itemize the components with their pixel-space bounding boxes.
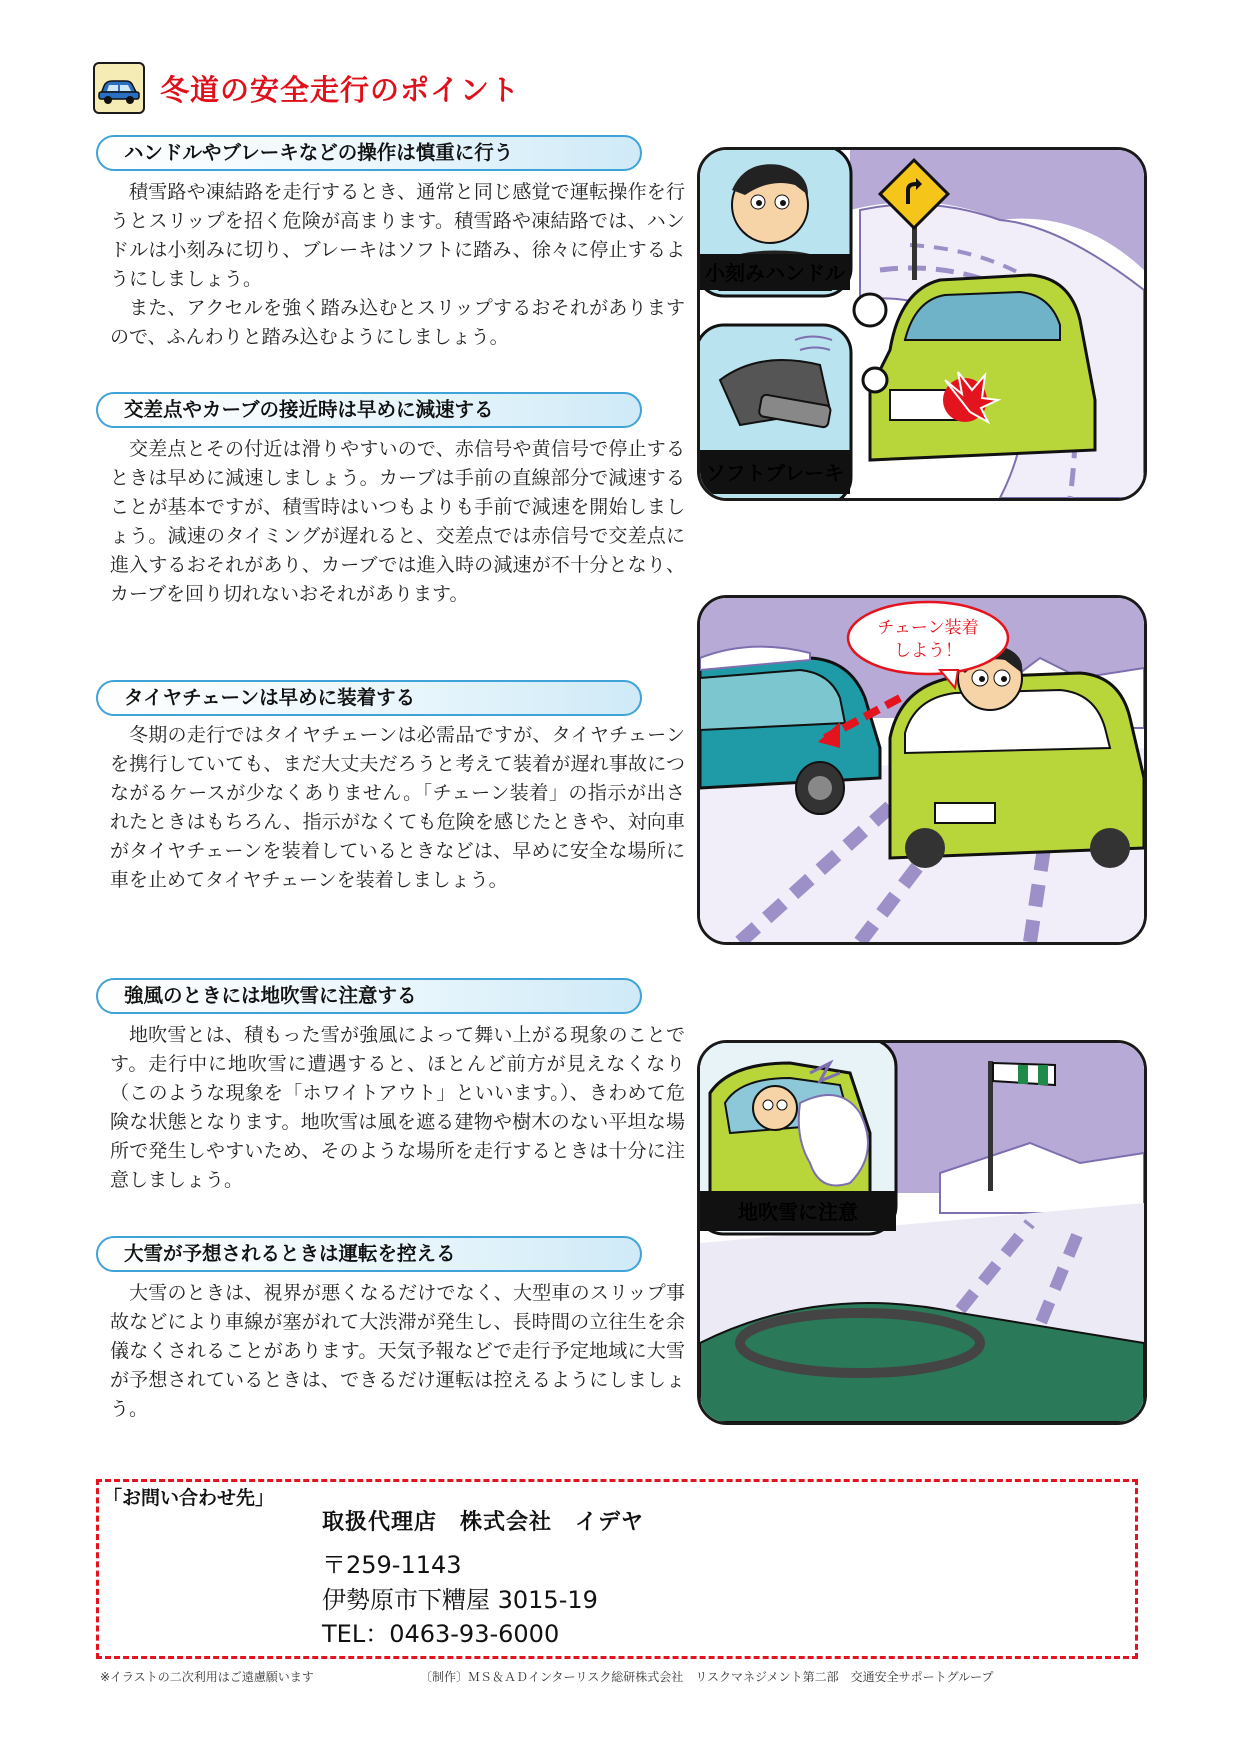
agency-name: 取扱代理店 株式会社 イデヤ	[322, 1510, 645, 1535]
section-body-heavy-snow	[110, 1279, 685, 1424]
paragraph: 大雪のときは、視界が悪くなるだけでなく、大型車のスリップ事故などにより車線が塞がれて大渋滞が発生し、長時間の立往生を余儀なくされることがあります。天気予報などで走行予定地域に大雪が予想されているときは、できるだけ運転は控えるようにしましょう。	[110, 1282, 685, 1420]
illustration-chain-mounting	[697, 595, 1147, 945]
paragraph: 地吹雪とは、積もった雪が強風によって舞い上がる現象のことです。走行中に地吹雪に遭遇すると、ほとんど前方が見えなくなり（このような現象を「ホワイトアウト」といいます。）、きわめて危険な状態となります。地吹雪は風を遮る建物や樹木のない平坦な場所で発生しやすいため、そのような場所を走行するときは十分に注意しましょう。	[110, 1024, 685, 1191]
paragraph: 積雪路や凍結路を走行するとき、通常と同じ感覚で運転操作を行うとスリップを招く危険が高まります。積雪路や凍結路では、ハンドルは小刻みに切り、ブレーキはソフトに踏み、徐々に停止するようにしましょう。	[110, 181, 685, 290]
section-body-ground-blizzard	[110, 1021, 685, 1195]
footer-notice: ※イラストの二次利用はご遠慮願います	[100, 1670, 314, 1684]
section-heading-ground-blizzard: 強風のときには地吹雪に注意する	[96, 978, 642, 1014]
section-heading-heavy-snow: 大雪が予想されるときは運転を控える	[96, 1236, 642, 1272]
chain-bubble-line1: チェーン装着	[877, 618, 979, 638]
paragraph: また、アクセルを強く踏み込むとスリップするおそれがありますので、ふんわりと踏み込むようにしましょう。	[110, 297, 685, 348]
paragraph: 交差点とその付近は滑りやすいので、赤信号や黄信号で停止するときは早めに減速しましょう。カーブは手前の直線部分で減速することが基本ですが、積雪時はいつもよりも手前で減速を開始しましょう。減速のタイミングが遅れると、交差点では赤信号で交差点に進入するおそれがあり、カーブでは進入時の減速が不十分となり、カーブを回り切れないおそれがあります。	[110, 438, 685, 605]
section-heading-slowdown: 交差点やカーブの接近時は早めに減速する	[96, 392, 642, 428]
steering-caption: 小刻みハンドル	[705, 261, 845, 285]
brake-caption: ソフトブレーキ	[705, 461, 845, 485]
drift-caption: 地吹雪に注意	[738, 1200, 858, 1224]
section-body-chains	[110, 721, 685, 895]
telephone: TEL：0463-93-6000	[322, 1620, 560, 1648]
footer-credit: 〔制作〕ＭＳ＆ＡＤインターリスク総研株式会社 リスクマネジメント第二部 交通安全サポートグループ	[420, 1670, 994, 1684]
address: 伊勢原市下糟屋 3015-19	[322, 1586, 598, 1614]
page-title: 冬道の安全走行のポイント	[160, 73, 521, 107]
car-icon	[93, 62, 145, 114]
section-heading-steering: ハンドルやブレーキなどの操作は慎重に行う	[96, 135, 642, 171]
section-body-slowdown	[110, 435, 685, 609]
illustration-ground-blizzard	[697, 1040, 1147, 1425]
postal-code: 〒259-1143	[322, 1551, 462, 1579]
contact-label: 「お問い合わせ先」	[103, 1487, 275, 1509]
section-heading-chains: タイヤチェーンは早めに装着する	[96, 680, 642, 716]
paragraph: 冬期の走行ではタイヤチェーンは必需品ですが、タイヤチェーンを携行していても、まだ大丈夫だろうと考えて装着が遅れ事故につながるケースが少なくありません。「チェーン装着」の指示が出されたときはもちろん、指示がなくても危険を感じたときや、対向車がタイヤチェーンを装着しているときなどは、早めに安全な場所に車を止めてタイヤチェーンを装着しましょう。	[110, 724, 685, 891]
chain-bubble-line2: しよう！	[894, 641, 962, 661]
section-body-steering	[110, 178, 685, 352]
illustration-steering-braking	[697, 147, 1147, 501]
